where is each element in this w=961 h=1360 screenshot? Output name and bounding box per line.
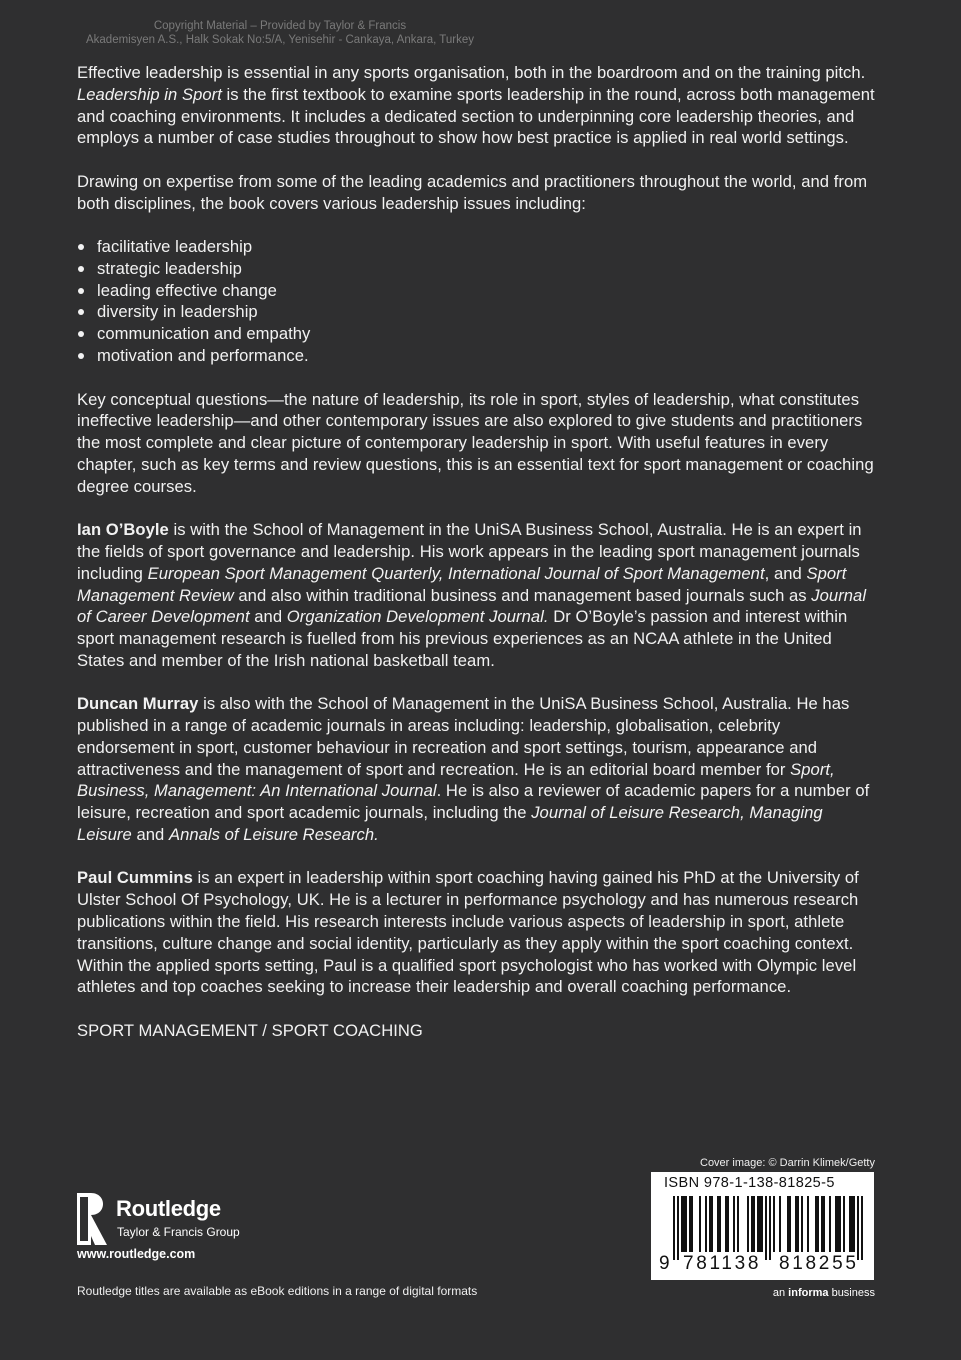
barcode-digit-first: 9	[659, 1253, 673, 1274]
publisher-group: Taylor & Francis Group	[117, 1225, 240, 1239]
barcode-bar	[753, 1196, 755, 1252]
list-item: facilitative leadership	[77, 236, 877, 258]
journal-title: Journal of Career Development	[77, 585, 867, 627]
author-bio-cummins	[77, 867, 877, 998]
copyright-notice	[0, 19, 560, 47]
barcode-bar	[835, 1196, 837, 1252]
barcode-bar	[839, 1196, 841, 1252]
isbn-label: ISBN 978-1-138-81825-5	[664, 1175, 835, 1191]
author-name: Duncan Murray	[77, 694, 199, 714]
barcode-bar	[817, 1196, 819, 1252]
journal-title: Journal of Leisure Research, Managing Leisure	[77, 803, 823, 845]
bio-text: is also with the School of Management in the UniSA Business School, Australia. He has published in a range of academic journals in areas including: leadership, globalisation, celebrity endorsement in sport, customer behaviour in recreation and sport settings, tourism, appearance and attractiveness and the management of sport and recreation. He is an editorial board member for	[77, 694, 850, 779]
blurb-paragraph-2: Drawing on expertise from some of the leading academics and practitioners throughout the world, and from both disciplines, the book covers various leadership issues including:	[77, 171, 868, 213]
copyright-line-2: Akademisyen A.S., Halk Sokak No:5/A, Yenisehir - Cankaya, Ankara, Turkey	[85, 34, 474, 46]
author-name: Paul Cummins	[77, 868, 193, 888]
barcode-bar	[821, 1196, 823, 1252]
barcode-bar	[837, 1196, 839, 1252]
list-item: strategic leadership	[77, 258, 877, 280]
barcode-bar	[857, 1196, 859, 1260]
barcode-bar	[681, 1196, 683, 1252]
barcode-bar	[759, 1196, 761, 1252]
blurb-text: Effective leadership is essential in any sports organisation, both in the boardroom and on the training pitch.	[77, 63, 866, 82]
journal-title: Annals of Leisure Research.	[168, 825, 379, 845]
bio-text: , and	[764, 563, 807, 583]
barcode-bar	[709, 1196, 711, 1252]
isbn-barcode	[651, 1172, 874, 1280]
blurb-paragraph-1	[77, 62, 877, 149]
barcode-bar	[725, 1196, 727, 1252]
barcode-bar	[747, 1196, 749, 1252]
barcode-bar	[733, 1196, 735, 1252]
barcode-bar	[853, 1196, 855, 1252]
bio-text: is an expert in leadership within sport coaching having gained his PhD at the University of Ulster School Of Psychology, UK. He is a lecturer in performance psychology and has numerous research publications within the field. His research interests include various aspects of leadership in sport, athlete transitions, culture change and social identity, particularly as they apply within the sport coaching context. Within the applied sports setting, Paul is a qualified sport psychologist who has worked with Olympic level athletes and top coaches seeking to increase their leadership and overall coaching performance.	[77, 868, 859, 997]
publisher-website[interactable]: www.routledge.com	[77, 1247, 196, 1261]
barcode-bar	[789, 1196, 791, 1252]
barcode-bar	[683, 1196, 685, 1252]
barcode-bar	[815, 1196, 817, 1252]
informa-prefix: an	[772, 1287, 789, 1299]
barcode-digits-right: 818255	[779, 1253, 859, 1274]
copyright-line-1: Copyright Material – Provided by Taylor & Francis	[153, 20, 407, 32]
barcode-bar	[673, 1196, 675, 1260]
barcode-bar	[761, 1196, 763, 1252]
barcode-bar	[861, 1196, 863, 1260]
book-title: Leadership in Sport	[77, 84, 222, 104]
bio-text: and	[131, 825, 169, 845]
barcode-bar	[829, 1196, 831, 1252]
blurb-text: is the first textbook to examine sports leadership in the round, across both management and coaching environments. It includes a dedicated section to underpinning core leadership theories, and employs a number of case studies throughout to show how best practice is applied in real world settings.	[77, 84, 875, 148]
barcode-bar	[849, 1196, 851, 1252]
barcode-bar	[797, 1196, 799, 1252]
barcode-bar	[757, 1196, 759, 1252]
barcode-bar	[691, 1196, 693, 1252]
blurb-paragraph-3: Key conceptual questions—the nature of leadership, its role in sport, styles of leadership, what constitutes ineffective leadership—and other contemporary issues are also explored to give students and practitioners the most complete and clear picture of contemporary leadership in sport. With useful features in every chapter, such as key terms and review questions, this is an essential text for sport management or coaching degree courses.	[77, 389, 874, 496]
bio-text: and	[249, 607, 287, 627]
barcode-bar	[765, 1196, 767, 1260]
informa-business-tag	[773, 1287, 875, 1299]
issues-list	[77, 236, 877, 367]
barcode-bar	[801, 1196, 803, 1252]
author-name: Ian O’Boyle	[77, 520, 169, 540]
journal-title: European Sport Management Quarterly, International Journal of Sport Management	[147, 563, 765, 583]
cover-image-credit: Cover image: © Darrin Klimek/Getty	[700, 1157, 875, 1169]
bio-text: and also within traditional business and management based journals such as	[233, 585, 812, 605]
author-bio-murray	[77, 693, 877, 846]
barcode-bar	[727, 1196, 729, 1252]
barcode-bar	[751, 1196, 753, 1252]
journal-title: Sport, Business, Management: An International Journal	[77, 759, 835, 801]
journal-title: Organization Development Journal.	[286, 607, 549, 627]
barcode-bar	[823, 1196, 825, 1252]
list-item: leading effective change	[77, 280, 877, 302]
list-item: diversity in leadership	[77, 301, 877, 323]
ebook-note: Routledge titles are available as eBook editions in a range of digital formats	[77, 1284, 478, 1298]
routledge-logo-icon	[77, 1193, 109, 1245]
barcode-bar	[769, 1196, 771, 1260]
author-bio-oboyle	[77, 519, 877, 672]
barcode-bar	[685, 1196, 687, 1252]
barcode-bar	[717, 1196, 719, 1252]
barcode-bar	[737, 1196, 739, 1252]
informa-suffix: business	[828, 1287, 875, 1299]
barcode-bar	[689, 1196, 691, 1252]
barcode-bar	[719, 1196, 721, 1252]
barcode-bar	[779, 1196, 781, 1252]
barcode-bar	[787, 1196, 789, 1252]
barcode-bar	[773, 1196, 775, 1252]
barcode-digits-left: 781138	[683, 1253, 762, 1274]
list-item: communication and empathy	[77, 323, 877, 345]
barcode-bar	[795, 1196, 797, 1252]
barcode-bar	[843, 1196, 845, 1252]
barcode-bar	[711, 1196, 713, 1252]
barcode-bar	[705, 1196, 707, 1252]
barcode-bar	[851, 1196, 853, 1252]
subject-category: SPORT MANAGEMENT / SPORT COACHING	[77, 1020, 423, 1040]
bio-text: . He is also a reviewer of academic papers for a number of leisure, recreation and sport academic journals, including the	[77, 781, 870, 823]
barcode-bar	[699, 1196, 701, 1252]
bio-text: Dr O’Boyle’s passion and interest within sport management research is fuelled from his previous experiences as an NCAA athlete in the United States and member of the Irish national basketball team.	[77, 607, 848, 670]
back-cover-text	[77, 62, 877, 1063]
barcode-bar	[807, 1196, 809, 1252]
bio-text: is with the School of Management in the UniSA Business School, Australia. He is an expert in the fields of sport governance and leadership. His work appears in the leading sport management journals including	[77, 520, 862, 583]
list-item: motivation and performance.	[77, 345, 877, 367]
publisher-name: Routledge	[116, 1196, 221, 1221]
barcode-bar	[677, 1196, 679, 1260]
journal-title: Sport Management Review	[77, 563, 847, 605]
informa-brand: informa	[788, 1287, 829, 1299]
